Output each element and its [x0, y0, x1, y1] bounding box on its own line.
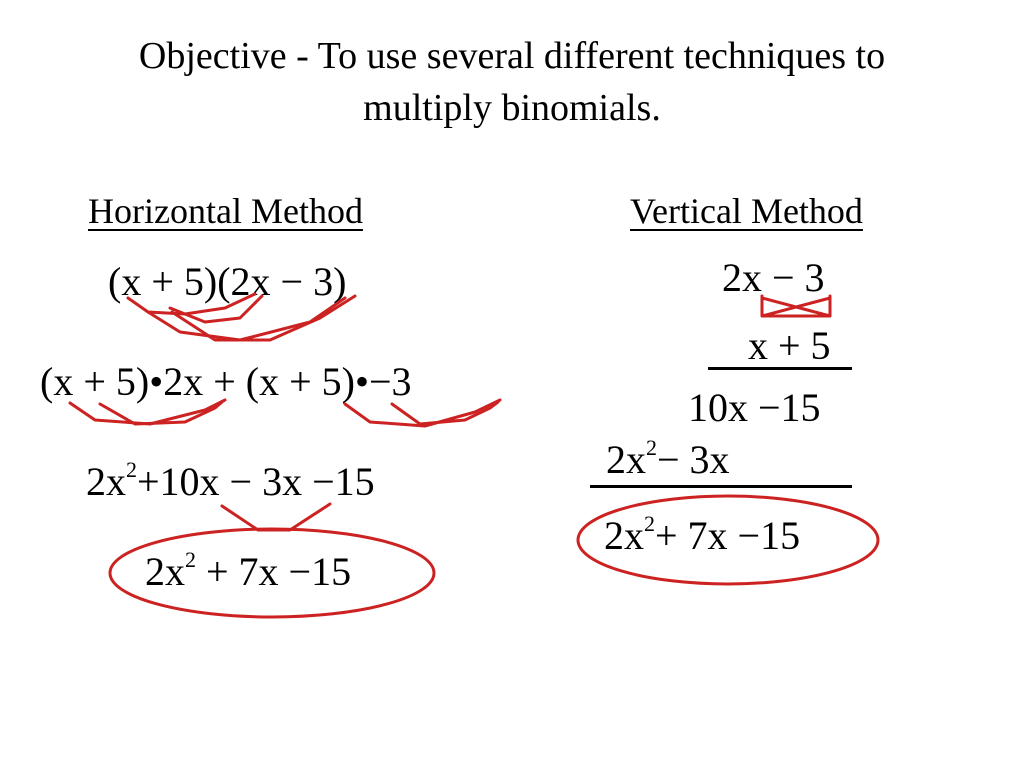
vertical-result-exponent: 2: [644, 511, 655, 536]
vertical-result-lead-term: 2x: [604, 513, 644, 558]
title-line-1: Objective - To use several different techniques to: [138, 35, 886, 77]
product-arc-5-to-2x: [100, 402, 222, 424]
horizontal-result-remaining-terms: + 7x −15: [196, 549, 352, 594]
expanded-lead-term: 2x: [86, 459, 126, 504]
vertical-top-factor: 2x − 3: [722, 255, 825, 300]
title-line-2: multiply binomials.: [363, 87, 661, 129]
vertical-bottom-factor: x + 5: [748, 323, 831, 368]
horizontal-distributed-step: (x + 5)•2x + (x + 5)•−3: [40, 359, 412, 404]
slide-title: [0, 30, 1024, 134]
partial-2-remaining-terms: − 3x: [657, 437, 730, 482]
combine-like-terms-connector: [222, 504, 330, 530]
vertical-multiply-rule: [708, 367, 852, 370]
vertical-result-remaining-terms: + 7x −15: [655, 513, 801, 558]
product-arc-5-to-neg3: [392, 402, 498, 424]
vertical-result: [604, 511, 801, 558]
expanded-remaining-terms: +10x − 3x −15: [137, 459, 375, 504]
distribution-arc-x-to-neg3: [148, 298, 345, 340]
partial-2-exponent: 2: [646, 435, 657, 460]
horizontal-method-heading: Horizontal Method: [88, 191, 363, 231]
vertical-partial-product-1: 10x −15: [688, 385, 821, 430]
horizontal-problem: (x + 5)(2x − 3): [108, 259, 347, 304]
vertical-sum-rule: [590, 485, 852, 488]
horizontal-result-exponent: 2: [185, 547, 196, 572]
horizontal-result-lead-term: 2x: [145, 549, 185, 594]
expanded-exponent: 2: [126, 457, 137, 482]
horizontal-result: [145, 547, 352, 594]
vertical-method-heading: Vertical Method: [630, 191, 863, 231]
horizontal-expanded-step: [86, 457, 375, 504]
vertical-partial-product-2: [606, 435, 730, 482]
partial-2-lead-term: 2x: [606, 437, 646, 482]
